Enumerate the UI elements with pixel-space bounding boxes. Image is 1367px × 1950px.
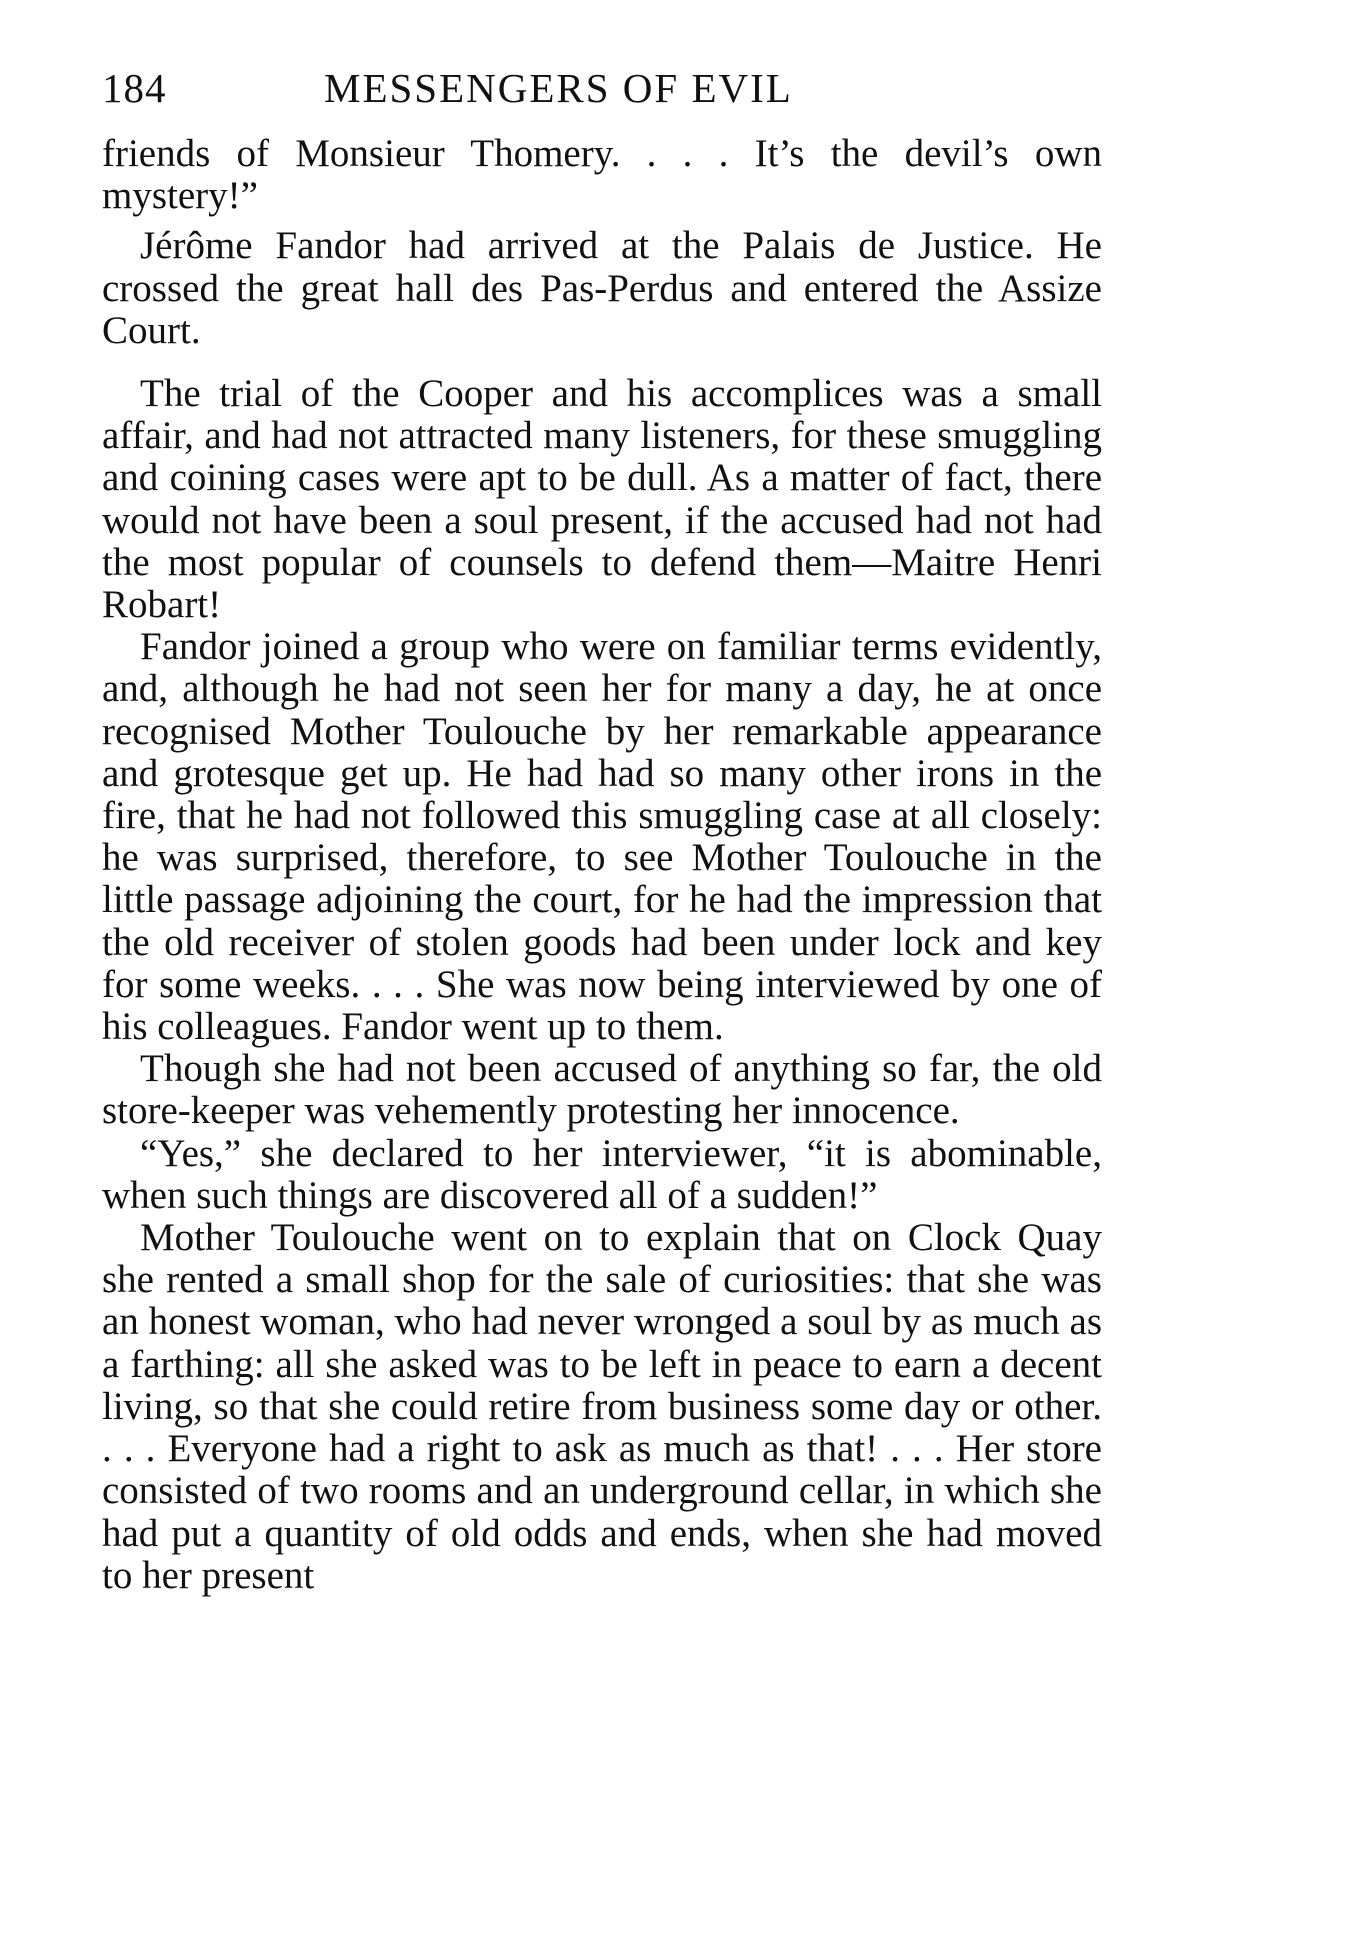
paragraph-quote: “Yes,” she declared to her interviewer, “it is abominable, when such things are discovered all of a sudden!” [102,1131,1102,1217]
running-title: MESSENGERS OF EVIL [324,65,793,111]
paragraph-innocence: Though she had not been accused of anything so far, the old store-keeper was vehemently protesting her innocence. [102,1047,1102,1133]
paragraph-trial: The trial of the Cooper and his accomplices was a small affair, and had not attracted many listeners, for these smuggling and coining cases were apt to be dull. As a matter of fact, there would not have been a soul present, if the accused had not had the most popular of counsels to defend them—Maitre Henri Robart! [102,372,1102,627]
page-header [102,58,1102,118]
paragraph-fandor-arrives: Jérôme Fandor had arrived at the Palais de Justice. He crossed the great hall des Pas-Perdus and entered the Assize Court. [102,224,1102,352]
paragraph-explanation: Mother Toulouche went on to explain that on Clock Quay she rented a small shop for the sale of curiosities: that she was an honest woman, who had never wronged a soul by as much as a farthing: all she asked was to be left in peace to earn a decent living, so that she could retire from business some day or other. . . . Everyone had a right to ask as much as that! . . . Her store consisted of two rooms and an underground cellar, in which she had put a quantity of old odds and ends, when she had moved to her present [102,1216,1102,1597]
paragraph-fandor-joins: Fandor joined a group who were on familiar terms evidently, and, although he had not seen her for many a day, he at once recognised Mother Toulouche by her remarkable appearance and grotesque get up. He had had so many other irons in the fire, that he had not followed this smuggling case at all closely: he was surprised, therefore, to see Mother Toulouche in the little passage adjoining the court, for he had the impression that the old receiver of stolen goods had been under lock and key for some weeks. . . . She was now being interviewed by one of his colleagues. Fandor went up to them. [102,625,1102,1049]
paragraph-continuation: friends of Monsieur Thomery. . . . It’s the devil’s own mystery!” [102,132,1102,218]
book-page [102,58,1102,1597]
body-text [102,133,1102,1597]
page-number: 184 [102,65,167,111]
